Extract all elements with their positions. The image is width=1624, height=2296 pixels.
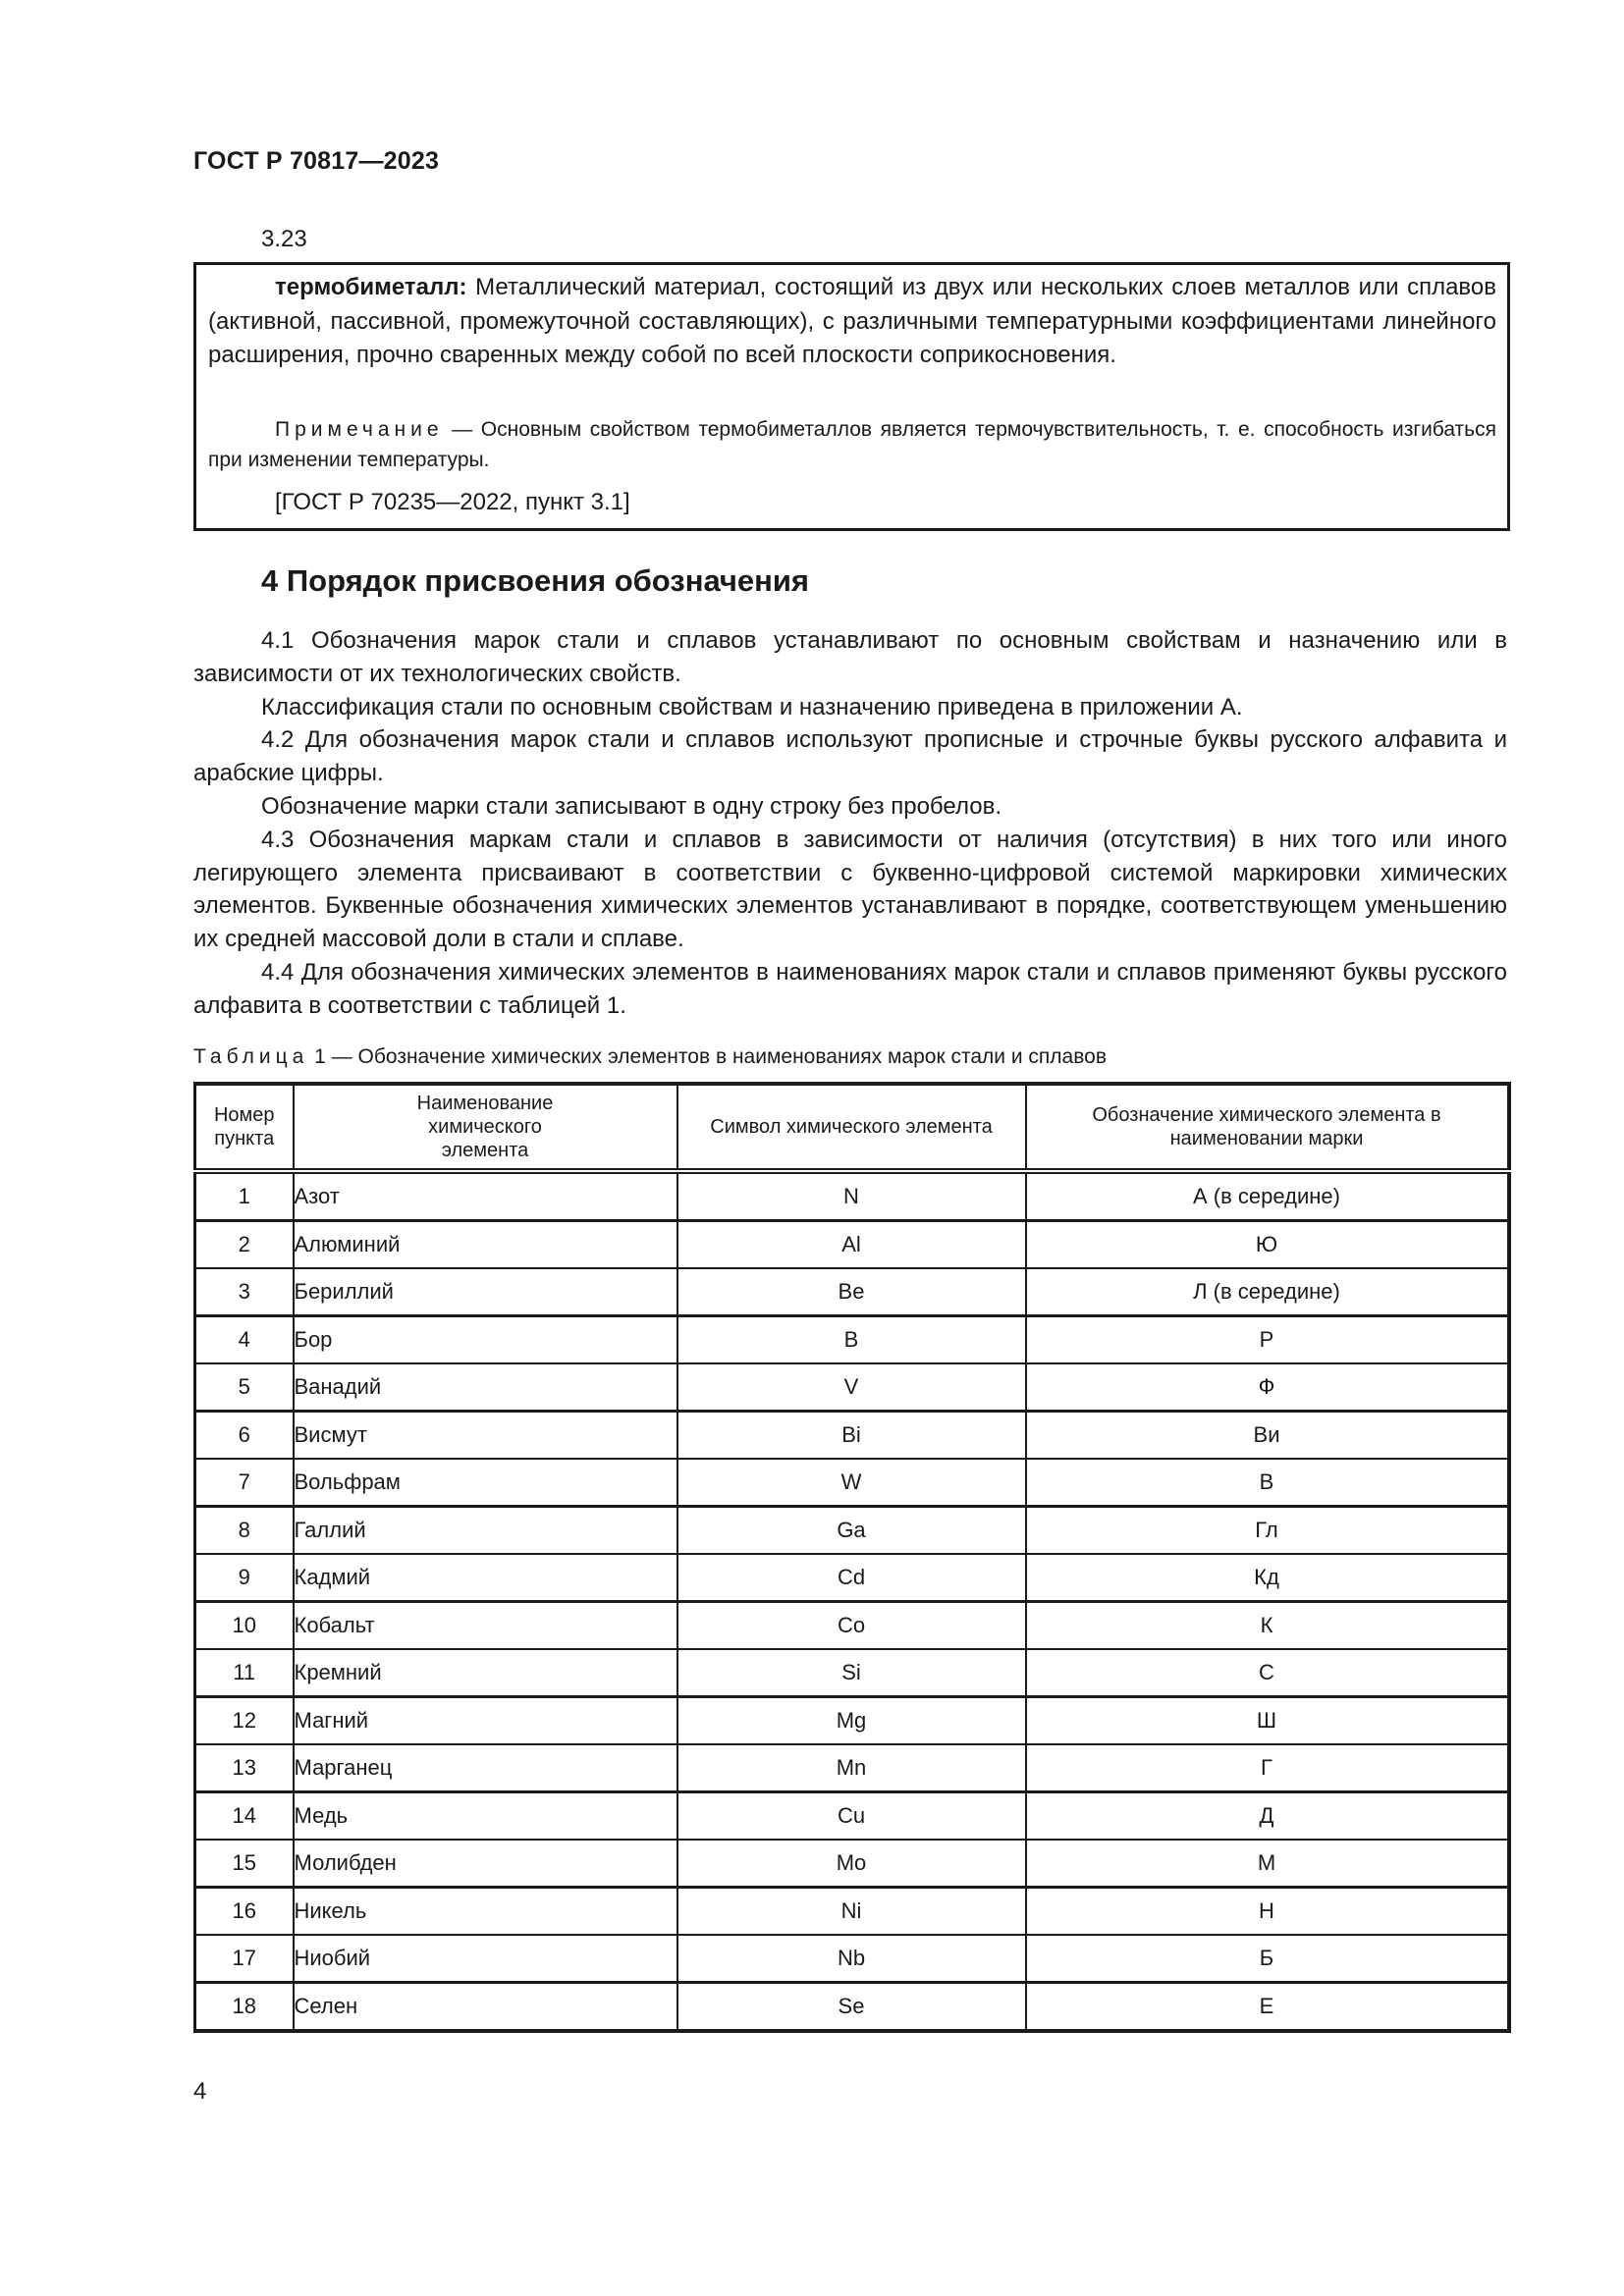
cell-number: 4 <box>195 1316 294 1364</box>
cell-designation: В <box>1026 1459 1509 1507</box>
chemical-elements-table <box>193 1082 1511 2033</box>
cell-symbol: Be <box>677 1268 1026 1316</box>
cell-element-name: Галлий <box>294 1507 677 1555</box>
table-row <box>195 1792 1509 1841</box>
paragraph: 4.1 Обозначения марок стали и сплавов устанавливают по основным свойствам и назначению или в зависимости от их технологических свойств. <box>193 627 1507 687</box>
cell-designation: М <box>1026 1840 1509 1888</box>
cell-designation: Гл <box>1026 1507 1509 1555</box>
table-caption <box>193 1045 1107 1069</box>
cell-element-name: Молибден <box>294 1840 677 1888</box>
term-source: [ГОСТ Р 70235—2022, пункт 3.1] <box>275 489 630 515</box>
note-label: Примечание <box>275 418 444 441</box>
cell-element-name: Ниобий <box>294 1935 677 1983</box>
cell-designation: К <box>1026 1602 1509 1650</box>
cell-element-name: Никель <box>294 1888 677 1936</box>
table-row <box>195 1888 1509 1936</box>
cell-element-name: Магний <box>294 1697 677 1745</box>
page-number: 4 <box>193 2078 207 2105</box>
paragraph: 4.2 Для обозначения марок стали и сплавов используют прописные и строчные буквы русского алфавита и арабские цифры. <box>193 726 1507 787</box>
cell-number: 13 <box>195 1744 294 1792</box>
table-row <box>195 1412 1509 1460</box>
table-row <box>195 1221 1509 1269</box>
cell-element-name: Кадмий <box>294 1554 677 1602</box>
header-symbol: Символ химического элемента <box>677 1084 1026 1171</box>
table-row <box>195 1983 1509 2032</box>
table-row <box>195 1459 1509 1507</box>
cell-number: 11 <box>195 1649 294 1697</box>
cell-designation: Р <box>1026 1316 1509 1364</box>
table-caption-text: 1 — Обозначение химических элементов в наименованиях марок стали и сплавов <box>308 1045 1107 1068</box>
cell-designation: Кд <box>1026 1554 1509 1602</box>
table-row <box>195 1840 1509 1888</box>
cell-number: 16 <box>195 1888 294 1936</box>
cell-element-name: Селен <box>294 1983 677 2032</box>
header-num: Номер пункта <box>195 1084 294 1171</box>
table-row <box>195 1171 1509 1221</box>
cell-designation: Ви <box>1026 1412 1509 1460</box>
table-row <box>195 1554 1509 1602</box>
cell-element-name: Бериллий <box>294 1268 677 1316</box>
cell-symbol: Ga <box>677 1507 1026 1555</box>
term-note <box>208 414 1496 475</box>
cell-number: 6 <box>195 1412 294 1460</box>
cell-designation: Г <box>1026 1744 1509 1792</box>
cell-symbol: V <box>677 1363 1026 1412</box>
cell-symbol: N <box>677 1171 1026 1221</box>
header-name: Наименование химического элемента <box>294 1084 677 1171</box>
cell-designation: Е <box>1026 1983 1509 2032</box>
table-caption-label: Таблица <box>193 1045 309 1068</box>
cell-designation: Л (в середине) <box>1026 1268 1509 1316</box>
cell-designation: Д <box>1026 1792 1509 1841</box>
cell-element-name: Вольфрам <box>294 1459 677 1507</box>
cell-element-name: Алюминий <box>294 1221 677 1269</box>
table-row <box>195 1744 1509 1792</box>
cell-designation: Б <box>1026 1935 1509 1983</box>
cell-element-name: Азот <box>294 1171 677 1221</box>
cell-element-name: Марганец <box>294 1744 677 1792</box>
cell-designation: Ф <box>1026 1363 1509 1412</box>
cell-designation: Ш <box>1026 1697 1509 1745</box>
cell-number: 1 <box>195 1171 294 1221</box>
cell-number: 17 <box>195 1935 294 1983</box>
cell-element-name: Кремний <box>294 1649 677 1697</box>
note-text: — Основным свойством термобиметаллов является термочувствительность, т. е. способность изгибаться при изменении температуры. <box>208 418 1496 471</box>
cell-designation: Н <box>1026 1888 1509 1936</box>
table-row <box>195 1316 1509 1364</box>
table-row <box>195 1602 1509 1650</box>
table-row <box>195 1649 1509 1697</box>
cell-symbol: Mg <box>677 1697 1026 1745</box>
cell-symbol: Nb <box>677 1935 1026 1983</box>
cell-symbol: Bi <box>677 1412 1026 1460</box>
table-row <box>195 1363 1509 1412</box>
cell-symbol: B <box>677 1316 1026 1364</box>
cell-symbol: Cu <box>677 1792 1026 1841</box>
term-number: 3.23 <box>261 226 307 252</box>
cell-element-name: Ванадий <box>294 1363 677 1412</box>
table-row <box>195 1507 1509 1555</box>
cell-number: 3 <box>195 1268 294 1316</box>
cell-designation: С <box>1026 1649 1509 1697</box>
cell-element-name: Бор <box>294 1316 677 1364</box>
table-header-row <box>195 1084 1509 1171</box>
paragraph: 4.4 Для обозначения химических элементов в наименованиях марок стали и сплавов применяют буквы русского алфавита в соответствии с таблицей 1. <box>193 958 1507 1019</box>
cell-symbol: Cd <box>677 1554 1026 1602</box>
cell-number: 5 <box>195 1363 294 1412</box>
cell-symbol: W <box>677 1459 1026 1507</box>
table-row <box>195 1935 1509 1983</box>
cell-number: 9 <box>195 1554 294 1602</box>
table-row <box>195 1268 1509 1316</box>
term-definition <box>208 271 1496 373</box>
cell-element-name: Висмут <box>294 1412 677 1460</box>
term-definition-box <box>193 262 1510 531</box>
cell-symbol: Mn <box>677 1744 1026 1792</box>
cell-number: 2 <box>195 1221 294 1269</box>
cell-number: 12 <box>195 1697 294 1745</box>
paragraph: 4.3 Обозначения маркам стали и сплавов в зависимости от наличия (отсутствия) в них того или иного легирующего элемента присваивают в соответствии с буквенно-цифровой системой маркировки химических элементов. Буквенные обозначения химических элементов устанавливают в порядке, соответствующем уменьшению их средней массовой доли в стали и сплаве. <box>193 826 1507 953</box>
section-title: 4 Порядок присвоения обозначения <box>261 563 810 598</box>
cell-number: 7 <box>195 1459 294 1507</box>
cell-symbol: Al <box>677 1221 1026 1269</box>
paragraph: Классификация стали по основным свойствам и назначению приведена в приложении А. <box>261 693 1243 721</box>
cell-element-name: Кобальт <box>294 1602 677 1650</box>
cell-designation: Ю <box>1026 1221 1509 1269</box>
cell-number: 18 <box>195 1983 294 2032</box>
document-header: ГОСТ Р 70817—2023 <box>193 147 440 175</box>
cell-number: 14 <box>195 1792 294 1841</box>
cell-symbol: Se <box>677 1983 1026 2032</box>
cell-symbol: Co <box>677 1602 1026 1650</box>
section-body <box>193 624 1507 1023</box>
cell-number: 15 <box>195 1840 294 1888</box>
paragraph: Обозначение марки стали записывают в одну строку без пробелов. <box>261 792 1001 820</box>
cell-symbol: Si <box>677 1649 1026 1697</box>
term-name: термобиметалл: <box>275 274 467 300</box>
cell-symbol: Mo <box>677 1840 1026 1888</box>
cell-number: 10 <box>195 1602 294 1650</box>
table-row <box>195 1697 1509 1745</box>
cell-symbol: Ni <box>677 1888 1026 1936</box>
term-definition-text: Металлический материал, состоящий из двух или нескольких слоев металлов или сплавов (активной, пассивной, промежуточной составляющих), с различными температурными коэффициентами линейного расширения, прочно сваренных между собой по всей плоскости соприкосновения. <box>208 274 1496 368</box>
cell-element-name: Медь <box>294 1792 677 1841</box>
cell-designation: А (в середине) <box>1026 1171 1509 1221</box>
header-mark: Обозначение химического элемента в наименовании марки <box>1026 1084 1509 1171</box>
cell-number: 8 <box>195 1507 294 1555</box>
